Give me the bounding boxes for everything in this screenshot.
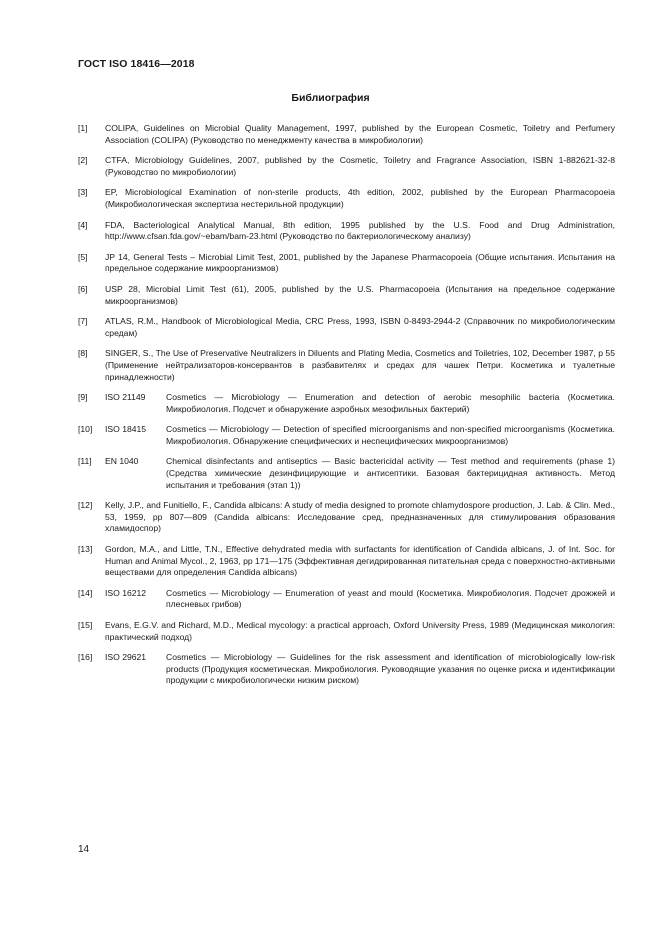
reference-text: SINGER, S., The Use of Preservative Neutralizers in Diluents and Plating Media, Cosmetics and Toiletries, 102, December 1987, p 55 (Применение нейтрализаторов-консервантов в разбавителях и средах для чашек Петри. Косметика и туалетные принадлежности) [105,348,615,382]
reference-text: Cosmetics — Microbiology — Enumeration of yeast and mould (Косметика. Микробиология. Подсчет дрожжей и плесневых грибов) [166,587,615,610]
reference-item [78,652,615,687]
reference-number: [1] [78,123,88,133]
reference-text: Kelly, J.P., and Funitiello, F., Candida albicans: A study of media designed to promote chlamydospore production, J. Lab. & Clin. Med., 53, 1959, pp 807—809 (Candida albicans: Исследование сред, предназначенных для стимулирования образования хламидоспор) [105,500,615,534]
reference-standard: ISO 29621 [105,652,147,663]
reference-text: Chemical disinfectants and antiseptics — Basic bactericidal activity — Test method and requirements (phase 1) (Средства химические дезинфицирующие и антисептики. Базовая бактерицидная активность. Метод испытания и требования (этап 1)) [166,456,615,490]
reference-item [78,187,615,210]
reference-text: Gordon, M.A., and Little, T.N., Effective dehydrated media with surfactants for identification of Candida albicans, J. of Int. Soc. for Human and Animal Mycol., 2, 1963, pp 171—175 (Эффективная дегидрированная питательная среда с поверхностно-активными веществами для определения Candida albicans) [105,544,615,578]
page-title: Библиография [291,92,370,104]
reference-text: Cosmetics — Microbiology — Guidelines for the risk assessment and identification of microbiologically low-risk products (Продукция косметическая. Микробиология. Руководящие указания по оценке риска и идентификации продукции с микробиологически низким риском) [166,652,615,686]
reference-text: Cosmetics — Microbiology — Detection of specified microorganisms and non-specified microorganisms (Косметика. Микробиология. Обнаружение специфических и неспецифических микроорганизмов) [166,424,615,446]
reference-item [78,123,615,146]
reference-standard: ISO 18415 [105,424,147,435]
reference-item [78,620,615,643]
reference-item [78,588,615,611]
reference-item [78,155,615,178]
reference-number: [16] [78,652,93,663]
reference-text: COLIPA, Guidelines on Microbial Quality Management, 1997, published by the European Cosmetic, Toiletry and Perfumery Association (COLIPA) (Руководство по менеджменту качества в микробиологии) [105,123,615,145]
reference-number: [6] [78,283,88,294]
page-number: 14 [78,844,90,855]
reference-standard: ISO 16212 [105,587,147,598]
reference-item [78,392,615,415]
reference-item [78,220,615,243]
reference-item [78,284,615,307]
reference-number: [8] [78,348,88,359]
reference-text: CTFA, Microbiology Guidelines, 2007, published by the Cosmetic, Toiletry and Fragrance Association, ISBN 1-882621-32-8 (Руководство по микробиологии) [105,155,615,177]
reference-number: [14] [78,587,93,598]
reference-item [78,424,615,447]
reference-text: EP, Microbiological Examination of non-sterile products, 4th edition, 2002, published by the European Pharmacopoeia (Микробиологическая экспертиза нестерильной продукции) [105,187,615,209]
reference-text: ATLAS, R.M., Handbook of Microbiological Media, CRC Press, 1993, ISBN 0-8493-2944-2 (Справочник по микробиологическим средам) [105,316,615,338]
reference-number: [3] [78,187,88,198]
reference-number: [15] [78,620,93,630]
reference-text: USP 28, Microbial Limit Test (61), 2005, published by the U.S. Pharmacopoeia (Испытания на предельное содержание микроорганизмов) [105,283,615,306]
reference-text: Cosmetics — Microbiology — Enumeration and detection of aerobic mesophilic bacteria (Косметика. Микробиология. Подсчет и обнаружение аэробных мезофильных бактерий) [166,392,615,414]
reference-item [78,456,615,491]
reference-standard: EN 1040 [105,456,139,467]
reference-item [78,544,615,579]
reference-number: [11] [78,456,92,467]
reference-item [78,316,615,339]
reference-number: [5] [78,251,88,262]
reference-item [78,348,615,383]
document-code: ГОСТ ISO 18416—2018 [78,58,195,70]
reference-number: [9] [78,392,88,403]
reference-standard: ISO 21149 [105,392,146,403]
reference-text: Evans, E.G.V. and Richard, M.D., Medical mycology: a practical approach, Oxford University Press, 1989 (Медицинская микология: практический подход) [105,620,615,642]
reference-number: [12] [78,500,93,511]
reference-item [78,500,615,535]
reference-number: [13] [78,544,93,555]
reference-number: [10] [78,424,93,435]
reference-number: [4] [78,219,88,230]
reference-list [78,123,615,696]
reference-number: [2] [78,155,88,166]
reference-number: [7] [78,316,88,327]
reference-item [78,252,615,275]
reference-text: JP 14, General Tests – Microbial Limit Test, 2001, published by the Japanese Pharmacopoeia (Общие испытания. Испытания на предельное содержание микроорганизмов) [105,251,615,274]
reference-text: FDA, Bacteriological Analytical Manual, 8th edition, 1995 published by the U.S. Food and Drug Administration, http://www.cfsan.fda.gov/~ebam/bam-23.html (Руководство по бактериологическому анализу) [105,219,615,242]
